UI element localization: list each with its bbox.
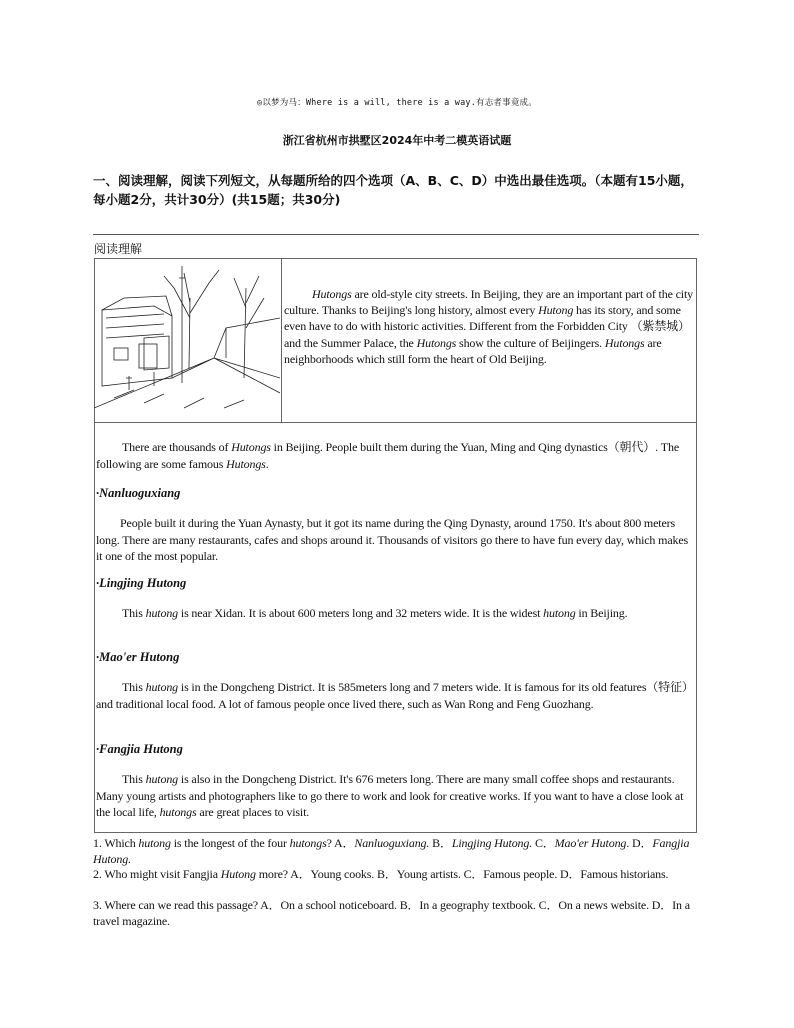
hutong-sketch-image xyxy=(94,258,280,421)
q1-text-c: ? A． xyxy=(326,836,355,850)
q1-term: hutong xyxy=(138,836,171,850)
q1-text-e: C． xyxy=(532,836,555,850)
q2-text-a: 2. Who might visit Fangjia xyxy=(93,867,221,881)
q2-term: Hutong xyxy=(220,867,256,881)
p5-term: hutong xyxy=(145,772,179,786)
p1-text-b: in Beijing. People built them during the Yuan, Ming and Qing dynastics（朝代）. The following are some famous xyxy=(96,440,679,471)
section-heading: 一、阅读理解，阅读下列短文，从每题所给的四个选项（A、B、C、D）中选出最佳选项。（本题有15小题，每小题2分，共计30分）(共15题；共30分) xyxy=(93,173,693,207)
heading-maoer: ·Mao'er Hutong xyxy=(96,650,180,664)
intro-text-2: has its story, and some even have to do with historic activities. Different from the Forbidden City （紫禁城） and the Summer Palace, the xyxy=(284,303,690,350)
intro-term-3: Hutongs xyxy=(416,335,457,350)
header-quote: ◎以梦为马：Where is a will, there is a way.有志者事竟成。 xyxy=(257,98,537,108)
question-3: 3. Where can we read this passage? A．On a school noticeboard. B．In a geography textbook. C．On a news website. D．In a travel magazine. xyxy=(93,898,690,928)
p3-term: hutong xyxy=(145,606,179,620)
p5-term-2: hutongs xyxy=(159,805,197,819)
intro-term-4: Hutongs xyxy=(604,335,645,350)
p4-text-b: is in the Dongcheng District. It is 585meters long and 7 meters wide. It is famous for its old features（特征） and traditional local food. A lot of famous people once lived there, such as Wan Rong and Feng Guozhang. xyxy=(96,680,694,711)
intro-term-2: Hutong xyxy=(538,303,574,318)
q1-option-a: Nanluoguxiang. xyxy=(354,836,430,850)
p3-term-2: hutong xyxy=(543,606,576,620)
q1-text-f: . D． xyxy=(626,836,653,850)
p1-text-a: There are thousands of xyxy=(122,440,232,454)
heading-lingjing: ·Lingjing Hutong xyxy=(96,576,187,590)
p1-term: Hutongs xyxy=(231,440,271,454)
q1-term-2: hutongs xyxy=(289,836,327,850)
body-paragraph-5 xyxy=(96,771,696,821)
body-paragraph-4 xyxy=(96,679,696,712)
q1-option-d: Fangjia Hutong. xyxy=(93,836,690,866)
q1-text-d: B． xyxy=(429,836,452,850)
q1-text-b: is the longest of the four xyxy=(170,836,290,850)
q1-option-c: Mao'er Hutong xyxy=(554,836,627,850)
question-2 xyxy=(93,867,703,883)
p3-text-a: This xyxy=(122,606,146,620)
intro-paragraph xyxy=(284,286,694,367)
body-paragraph-1 xyxy=(96,439,696,472)
heading-nanluoguxiang: ·Nanluoguxiang xyxy=(96,486,181,500)
p4-term: hutong xyxy=(145,680,179,694)
hutong-sketch-cell xyxy=(94,258,282,423)
p2-text: People built it during the Yuan Aynasty, but it got its name during the Qing Dynasty, around 1750. It's about 800 meters long. There are many restaurants, cafes and shops around it. Thousands of visitors go there to have fun every day, which makes it one of the most popular. xyxy=(96,516,689,563)
question-1 xyxy=(93,836,703,867)
q1-text-a: 1. Which xyxy=(93,836,139,850)
body-paragraph-3 xyxy=(96,605,696,622)
body-paragraph-2 xyxy=(96,515,696,565)
intro-text-3: show the culture of Beijingers. xyxy=(456,335,605,350)
p1-text-c: . xyxy=(265,456,269,471)
divider xyxy=(93,234,699,235)
q1-option-b: Lingjing Hutong. xyxy=(451,836,533,850)
p1-term-2: Hutongs xyxy=(226,456,266,471)
p3-text-c: in Beijing. xyxy=(575,606,628,620)
heading-fangjia: ·Fangjia Hutong xyxy=(96,742,183,756)
p5-text-b: is also in the Dongcheng District. It's 676 meters long. There are many small coffee shops and restaurants. Many young artists and photographers like to go there to work and look for creative works. If you want to have a close look at the local life, xyxy=(96,772,684,819)
intro-text-1: are old-style city streets. In Beijing, they are an important part of the city culture. Thanks to Beijing's long history, almost every xyxy=(284,287,693,318)
p5-text-c: are great places to visit. xyxy=(196,805,310,819)
passage-label: 阅读理解 xyxy=(94,242,143,256)
p4-text-a: This xyxy=(122,680,146,694)
intro-text-4: are neighborhoods which still form the heart of Old Beijing. xyxy=(284,335,662,366)
q2-text-b: more? A．Young cooks. B．Young artists. C．Famous people. D．Famous historians. xyxy=(255,867,669,881)
exam-title: 浙江省杭州市拱墅区2024年中考二模英语试题 xyxy=(282,134,512,147)
p5-text-a: This xyxy=(122,772,146,786)
p3-text-b: is near Xidan. It is about 600 meters long and 32 meters wide. It is the widest xyxy=(178,606,544,620)
intro-term: Hutongs xyxy=(312,287,352,301)
